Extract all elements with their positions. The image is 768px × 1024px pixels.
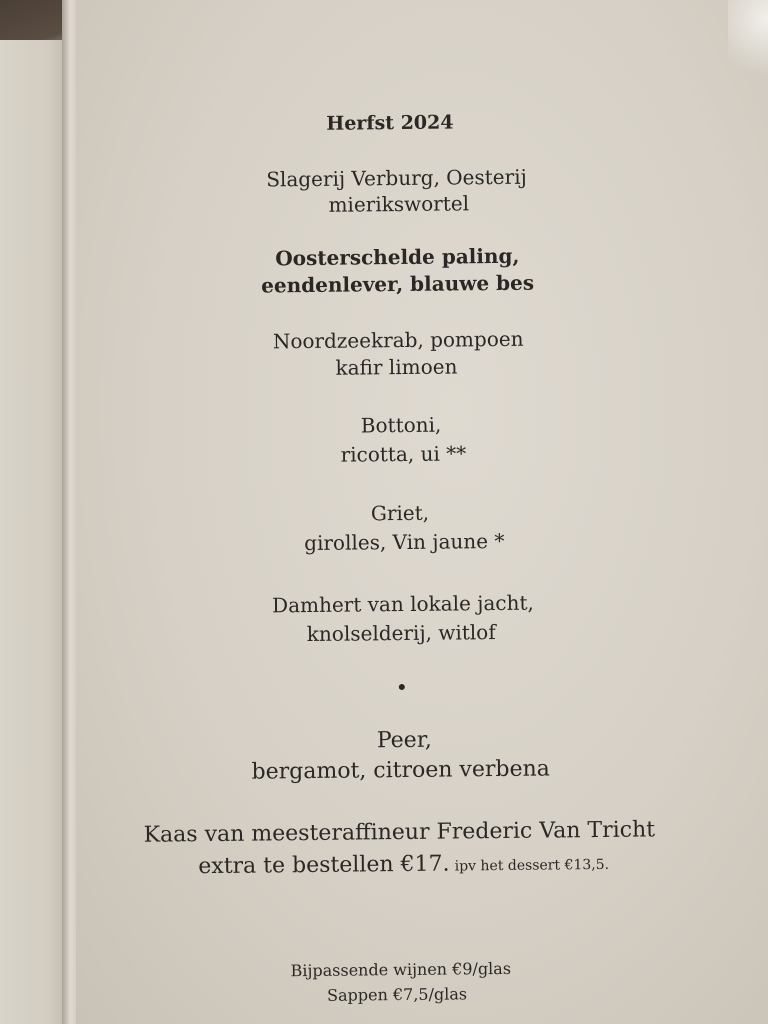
juice-pairing: Sappen €7,5/glas [326,984,468,1005]
menu-title: Herfst 2024 [326,111,454,135]
course-3-line-1: Noordzeekrab, pompoen [272,326,524,354]
dessert-line-2: bergamot, citroen verbena [251,756,550,785]
course-3-line-2: kafir limoen [335,354,458,380]
course-4-line-2: ricotta, ui ** [340,441,467,467]
cheese-line-2 [74,849,734,881]
course-1-line-2: mierikswortel [328,191,470,217]
course-2-line-1: Oosterschelde paling, [275,243,520,271]
course-2-line-2: eendenlever, blauwe bes [261,270,535,298]
separator-dot [399,684,405,690]
course-6-line-1: Damhert van lokale jacht, [271,590,534,618]
course-4-line-1: Bottoni, [360,412,442,438]
menu-card [69,0,740,1024]
course-1-line-1: Slagerij Verburg, Oesterij [266,164,527,192]
left-page [0,0,70,1024]
dessert-line-1: Peer, [376,727,432,754]
cheese-line-1: Kaas van meesteraffineur Frederic Van Tricht [143,817,656,848]
course-6-line-2: knolselderij, witlof [306,620,496,647]
course-5-line-2: girolles, Vin jaune * [304,528,505,556]
cheese-note: ipv het dessert €13,5. [454,856,610,875]
wine-pairing: Bijpassende wijnen €9/glas [290,958,512,981]
cheese-price: extra te bestellen €17. [198,851,450,880]
course-5-line-1: Griet, [370,500,430,526]
